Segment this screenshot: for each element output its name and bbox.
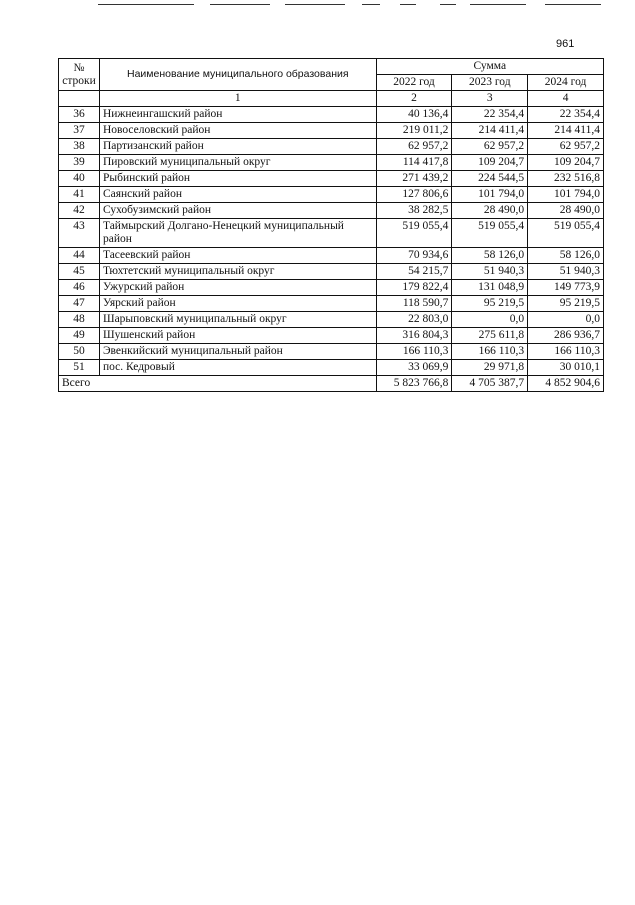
amount-2024: 232 516,8 xyxy=(528,171,604,187)
top-rule-8 xyxy=(545,4,601,5)
amount-2023: 62 957,2 xyxy=(452,139,528,155)
top-rule-7 xyxy=(470,4,526,5)
amount-2024: 101 794,0 xyxy=(528,187,604,203)
municipality-name: Новоселовский район xyxy=(99,123,376,139)
header-row-top xyxy=(59,59,604,75)
amount-2023: 214 411,4 xyxy=(452,123,528,139)
top-rule-5 xyxy=(400,4,416,5)
table-row xyxy=(59,107,604,123)
amount-2023: 95 219,5 xyxy=(452,296,528,312)
total-2023: 4 705 387,7 xyxy=(452,376,528,392)
total-2024: 4 852 904,6 xyxy=(528,376,604,392)
amount-2022: 70 934,6 xyxy=(376,248,452,264)
sum-header: Сумма xyxy=(376,59,603,75)
top-rule-3 xyxy=(285,4,345,5)
table-row xyxy=(59,219,604,248)
amount-2022: 40 136,4 xyxy=(376,107,452,123)
top-rule-1 xyxy=(98,4,194,5)
top-rule-4 xyxy=(362,4,380,5)
header-row-index xyxy=(59,91,604,107)
municipality-name: Тасеевский район xyxy=(99,248,376,264)
amount-2024: 95 219,5 xyxy=(528,296,604,312)
amount-2022: 114 417,8 xyxy=(376,155,452,171)
amount-2023: 224 544,5 xyxy=(452,171,528,187)
total-row xyxy=(59,376,604,392)
index-cell-2: 2 xyxy=(376,91,452,107)
table-row xyxy=(59,264,604,280)
municipality-name: Рыбинский район xyxy=(99,171,376,187)
municipality-name: пос. Кедровый xyxy=(99,360,376,376)
table-row xyxy=(59,296,604,312)
row-number: 42 xyxy=(59,203,100,219)
amount-2023: 29 971,8 xyxy=(452,360,528,376)
top-rule-6 xyxy=(440,4,456,5)
amount-2023: 519 055,4 xyxy=(452,219,528,248)
amount-2022: 271 439,2 xyxy=(376,171,452,187)
municipality-name: Таймырский Долгано-Ненецкий муниципальный район xyxy=(99,219,376,248)
amount-2024: 166 110,3 xyxy=(528,344,604,360)
municipality-name: Сухобузимский район xyxy=(99,203,376,219)
year-2024-header: 2024 год xyxy=(528,75,604,91)
table-row xyxy=(59,123,604,139)
amount-2023: 28 490,0 xyxy=(452,203,528,219)
amount-2024: 286 936,7 xyxy=(528,328,604,344)
amount-2024: 51 940,3 xyxy=(528,264,604,280)
table-row xyxy=(59,187,604,203)
amount-2023: 131 048,9 xyxy=(452,280,528,296)
amount-2024: 22 354,4 xyxy=(528,107,604,123)
amount-2023: 101 794,0 xyxy=(452,187,528,203)
amount-2023: 109 204,7 xyxy=(452,155,528,171)
row-number: 46 xyxy=(59,280,100,296)
municipality-name: Партизанский район xyxy=(99,139,376,155)
amount-2022: 118 590,7 xyxy=(376,296,452,312)
amount-2024: 149 773,9 xyxy=(528,280,604,296)
total-2022: 5 823 766,8 xyxy=(376,376,452,392)
amount-2022: 519 055,4 xyxy=(376,219,452,248)
amount-2022: 179 822,4 xyxy=(376,280,452,296)
index-cell-empty xyxy=(59,91,100,107)
amount-2024: 58 126,0 xyxy=(528,248,604,264)
amount-2022: 54 215,7 xyxy=(376,264,452,280)
row-number: 43 xyxy=(59,219,100,248)
table-row xyxy=(59,248,604,264)
amount-2023: 166 110,3 xyxy=(452,344,528,360)
page-number: 961 xyxy=(556,38,575,50)
table-row xyxy=(59,312,604,328)
year-2023-header: 2023 год xyxy=(452,75,528,91)
row-number: 50 xyxy=(59,344,100,360)
row-number: 47 xyxy=(59,296,100,312)
row-number-header: № строки xyxy=(59,59,100,91)
row-number: 37 xyxy=(59,123,100,139)
amount-2024: 0,0 xyxy=(528,312,604,328)
amount-2022: 62 957,2 xyxy=(376,139,452,155)
total-label: Всего xyxy=(59,376,377,392)
row-number: 49 xyxy=(59,328,100,344)
amount-2023: 275 611,8 xyxy=(452,328,528,344)
amount-2024: 28 490,0 xyxy=(528,203,604,219)
municipality-name: Шарыповский муниципальный округ xyxy=(99,312,376,328)
year-2022-header: 2022 год xyxy=(376,75,452,91)
amount-2022: 38 282,5 xyxy=(376,203,452,219)
municipality-name: Ужурский район xyxy=(99,280,376,296)
row-number: 41 xyxy=(59,187,100,203)
amount-2023: 22 354,4 xyxy=(452,107,528,123)
table-row xyxy=(59,203,604,219)
top-rule-2 xyxy=(210,4,270,5)
row-number: 48 xyxy=(59,312,100,328)
row-number: 36 xyxy=(59,107,100,123)
amount-2022: 316 804,3 xyxy=(376,328,452,344)
municipality-name: Тюхтетский муниципальный округ xyxy=(99,264,376,280)
municipality-name: Саянский район xyxy=(99,187,376,203)
amount-2024: 109 204,7 xyxy=(528,155,604,171)
table-row xyxy=(59,280,604,296)
amount-2024: 30 010,1 xyxy=(528,360,604,376)
row-number: 39 xyxy=(59,155,100,171)
index-cell-3: 3 xyxy=(452,91,528,107)
name-header: Наименование муниципального образования xyxy=(99,59,376,91)
table-row xyxy=(59,360,604,376)
municipality-name: Уярский район xyxy=(99,296,376,312)
row-number: 40 xyxy=(59,171,100,187)
amount-2022: 33 069,9 xyxy=(376,360,452,376)
index-cell-4: 4 xyxy=(528,91,604,107)
amount-2023: 0,0 xyxy=(452,312,528,328)
amount-2024: 519 055,4 xyxy=(528,219,604,248)
amount-2024: 214 411,4 xyxy=(528,123,604,139)
amount-2022: 22 803,0 xyxy=(376,312,452,328)
budget-table xyxy=(58,58,604,392)
amount-2022: 219 011,2 xyxy=(376,123,452,139)
table-row xyxy=(59,328,604,344)
amount-2022: 127 806,6 xyxy=(376,187,452,203)
municipality-name: Нижнеингашский район xyxy=(99,107,376,123)
row-number: 38 xyxy=(59,139,100,155)
municipality-name: Шушенский район xyxy=(99,328,376,344)
table-row xyxy=(59,171,604,187)
table-row xyxy=(59,139,604,155)
table-row xyxy=(59,155,604,171)
amount-2024: 62 957,2 xyxy=(528,139,604,155)
amount-2023: 58 126,0 xyxy=(452,248,528,264)
table-body xyxy=(59,107,604,376)
amount-2023: 51 940,3 xyxy=(452,264,528,280)
municipality-name: Пировский муниципальный округ xyxy=(99,155,376,171)
row-number: 51 xyxy=(59,360,100,376)
row-number: 45 xyxy=(59,264,100,280)
row-number: 44 xyxy=(59,248,100,264)
municipality-name: Эвенкийский муниципальный район xyxy=(99,344,376,360)
table-row xyxy=(59,344,604,360)
index-cell-1: 1 xyxy=(99,91,376,107)
amount-2022: 166 110,3 xyxy=(376,344,452,360)
